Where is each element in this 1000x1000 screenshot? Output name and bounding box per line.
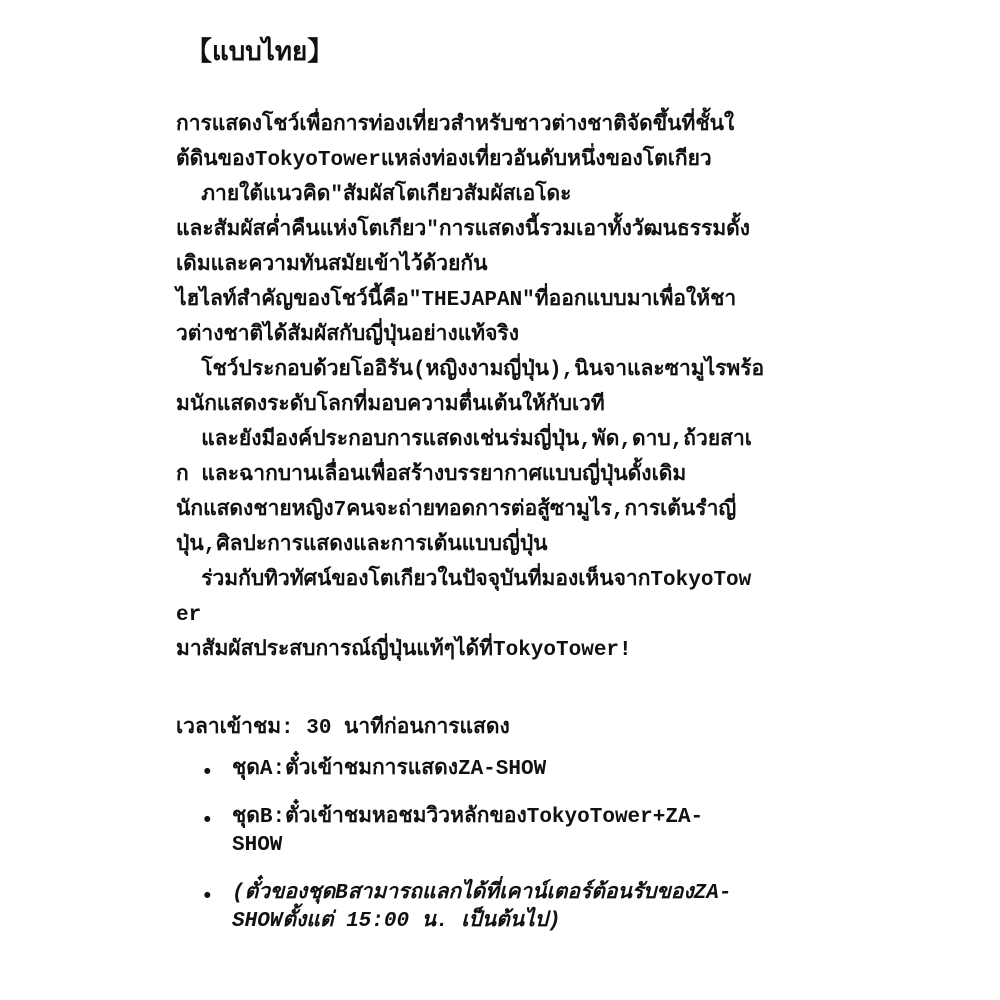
text-line: และสัมผัสค่ำคืนแห่งโตเกียว"การแสดงนี้รวมเอาทั้งวัฒนธรรมดั้ง (176, 219, 751, 242)
text-line: ปุ่น,ศิลปะการแสดงและการเต้นแบบญี่ปุ่น (176, 534, 548, 557)
list-item-text: SHOWตั้งแต่ 15:00 น. เป็นต้นไป) (232, 910, 561, 933)
ticket-options-list (176, 756, 826, 936)
list-item-text: (ตั๋วของชุดBสามารถแลกได้ที่เคาน์เตอร์ต้อนรับของZA- (232, 882, 732, 905)
section-spacer (176, 668, 826, 711)
bullet-icon: • (201, 886, 214, 909)
text-line: ไฮไลท์สำคัญของโชว์นี้คือ"THEJAPAN"ที่ออกแบบมาเพื่อให้ชา (176, 289, 737, 312)
list-item-text: ชุดA:ตั๋วเข้าชมการแสดงZA-SHOW (232, 758, 547, 781)
text-line: วต่างชาติได้สัมผัสกับญี่ปุ่นอย่างแท้จริง (176, 324, 519, 347)
list-item-text: ชุดB:ตั๋วเข้าชมหอชมวิวหลักของTokyoTower+ZA- (232, 806, 704, 829)
text-line: การแสดงโชว์เพื่อการท่องเที่ยวสำหรับชาวต่างชาติจัดขึ้นที่ชั้นใ (176, 114, 735, 137)
page-title: 【แบบไทย】 (186, 37, 334, 67)
text-line: ก และฉากบานเลื่อนเพื่อสร้างบรรยากาศแบบญี่ปุ่นดั้งเดิม (176, 464, 687, 487)
bullet-icon: • (201, 810, 214, 833)
list-item (176, 756, 826, 784)
text-line: มาสัมผัสประสบการณ์ญี่ปุ่นแท้ๆได้ที่TokyoTower! (176, 639, 632, 662)
text-line: ร่วมกับทิวทัศน์ของโตเกียวในปัจจุบันที่มองเห็นจากTokyoTow (176, 569, 752, 592)
document-page (176, 30, 826, 956)
list-item-text: SHOW (232, 834, 283, 857)
bullet-icon: • (201, 762, 214, 785)
text-line: ภายใต้แนวคิด"สัมผัสโตเกียวสัมผัสเอโดะ (176, 184, 572, 207)
list-item (176, 880, 826, 936)
text-line: เดิมและความทันสมัยเข้าไว้ด้วยกัน (176, 254, 488, 277)
text-line: และยังมีองค์ประกอบการแสดงเช่นร่มญี่ปุ่น,พัด,ดาบ,ถ้วยสาเ (176, 429, 752, 452)
text-line: นักแสดงชายหญิง7คนจะถ่ายทอดการต่อสู้ซามูไร,การเต้นรำญี่ (176, 499, 737, 522)
list-item (176, 804, 826, 860)
text-line: มนักแสดงระดับโลกที่มอบความตื่นเต้นให้กับเวที (176, 394, 605, 417)
text-line: er (176, 604, 202, 627)
description-paragraph (176, 108, 826, 668)
viewing-time: เวลาเข้าชม: 30 นาทีก่อนการแสดง (176, 717, 510, 740)
text-line: โชว์ประกอบด้วยโออิรัน(หญิงงามญี่ปุ่น),นินจาและซามูไรพร้อ (176, 359, 765, 382)
text-line: ต้ดินของTokyoTowerแหล่งท่องเที่ยวอันดับหนึ่งของโตเกียว (176, 149, 712, 172)
